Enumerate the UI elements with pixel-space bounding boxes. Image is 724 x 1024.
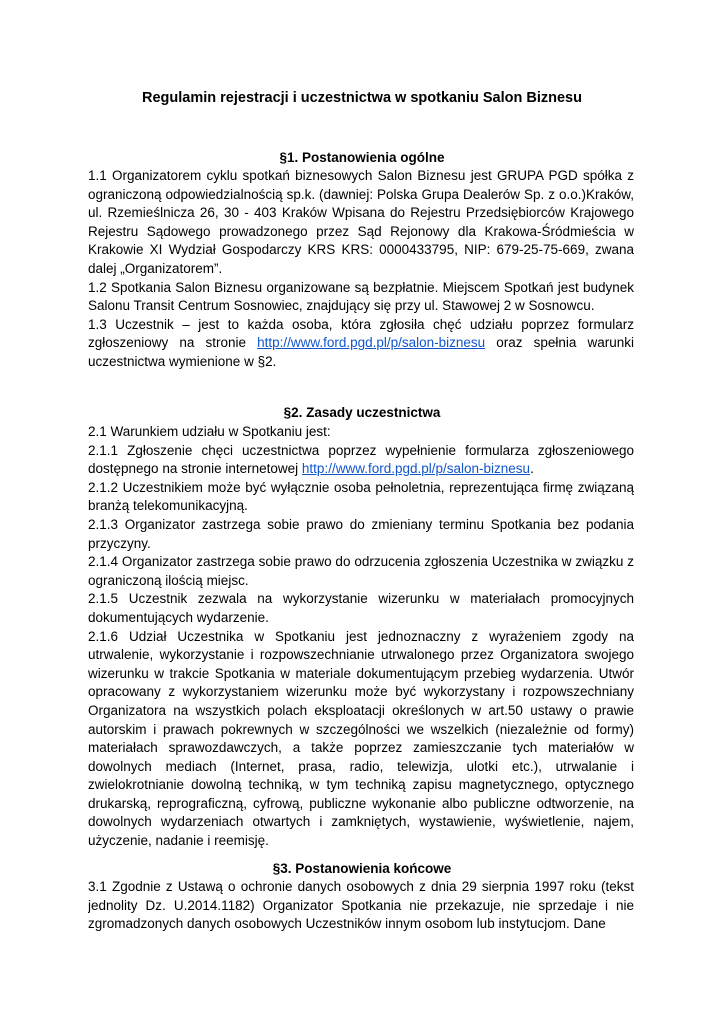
text-line: 3.1 Zgodnie z Ustawą o ochronie danych osobowych z dnia 29 sierpnia 1997 roku (tekst <box>88 879 634 894</box>
text-line <box>88 460 634 479</box>
text-line: 2.1.2 Uczestnikiem może być wyłącznie osoba pełnoletnia, reprezentująca firmę związaną <box>88 479 634 495</box>
text-line: jednolity Dz. U.2014.1182) Organizator Spotkania nie przekazuje, nie sprzedaje i nie <box>88 897 634 913</box>
text-line <box>88 334 634 353</box>
text-line: utrwalenie, wykorzystanie i rozpowszechnianie utrwalonego przez Organizatora swojego <box>88 647 634 663</box>
text-line: Rejestru Sądowego prowadzonego przez Sąd Rejonowy dla Krakowa-Śródmieścia w <box>88 223 634 239</box>
text-line: Krakowie XI Wydział Gospodarczy KRS KRS: 0000433795, NIP: 679-25-75-669, zwana <box>88 242 634 258</box>
text-line: branżą telekomunikacyjną. <box>88 498 248 514</box>
text-line: dowolnych wydarzeniach otwartych i zamkniętych, wystawienie, wyświetlenie, najem, <box>88 814 634 830</box>
text-line: ograniczoną odpowiedzialnością sp.k. (dawniej: Polska Grupa Dealerów Sp. z o.o.)Kraków, <box>88 186 634 202</box>
text-line: wizerunku w trakcie Spotkania w materiale dokumentującym przebieg wydarzenia. Utwór <box>88 665 634 681</box>
text-line: zwielokrotnianie dowolną techniką, w tym techniką zapisu magnetycznego, optycznego <box>88 777 634 793</box>
text-line: 1.2 Spotkania Salon Biznesu organizowane są bezpłatnie. Miejscem Spotkań jest budynek <box>88 279 634 295</box>
document-title: Regulamin rejestracji i uczestnictwa w spotkaniu Salon Biznesu <box>142 90 582 106</box>
text-line: ul. Rzemieślnicza 26, 30 - 403 Kraków Wpisana do Rejestru Przedsiębiorców Krajowego <box>88 205 634 221</box>
section-1-body <box>88 167 634 372</box>
salon-biznesu-link[interactable]: http://www.ford.pgd.pl/p/salon-biznesu <box>257 335 486 351</box>
text-line: 2.1.5 Uczestnik zezwala na wykorzystanie wizerunku w materiałach promocyjnych <box>88 591 634 607</box>
text-line: dowolnych mediach (Internet, prasa, radio, telewizja, ulotki etc.), utrwalanie i <box>88 758 634 774</box>
salon-biznesu-link[interactable]: http://www.ford.pgd.pl/p/salon-biznesu <box>301 461 531 477</box>
text-line: dalej „Organizatorem”. <box>88 260 223 276</box>
text-line: ograniczoną ilością miejsc. <box>88 572 249 588</box>
text-line: przyczyny. <box>88 535 151 551</box>
text-fragment: oraz spełnia warunki <box>496 335 634 351</box>
text-line: 2.1.1 Zgłoszenie chęci uczestnictwa poprzez wypełnienie formularza zgłoszeniowego <box>88 442 634 458</box>
section-2-body <box>88 423 634 851</box>
text-fragment: zgłoszeniowy na stronie <box>88 335 246 351</box>
text-line: materiałach sprawozdawczych, a także poprzez zamieszczanie tych materiałów w <box>88 740 634 756</box>
text-line: 1.1 Organizatorem cyklu spotkań biznesowych Salon Biznesu jest GRUPA PGD spółka z <box>88 168 634 183</box>
section-3-heading: §3. Postanowienia końcowe <box>272 861 452 876</box>
text-line: uczestnictwa wymienione w §2. <box>88 353 277 369</box>
text-line: Organizatora na wszystkich polach eksploatacji określonych w art.50 ustawy o prawie <box>88 702 634 718</box>
section-2-heading: §2. Zasady uczestnictwa <box>283 405 441 420</box>
text-line: 2.1.3 Organizator zastrzega sobie prawo do zmieniany terminu Spotkania bez podania <box>88 516 634 532</box>
text-line: Salonu Transit Centrum Sosnowiec, znajdujący się przy ul. Stawowej 2 w Sosnowcu. <box>88 298 595 314</box>
text-line: użyczenie, nadanie i reemisję. <box>88 833 269 849</box>
text-line: dokumentujących wydarzenie. <box>88 609 269 625</box>
text-line: 2.1.6 Udział Uczestnika w Spotkaniu jest jednoznaczny z wyrażeniem zgody na <box>88 628 634 644</box>
text-fragment: dostępnego na stronie internetowej <box>88 461 299 477</box>
section-1-heading: §1. Postanowienia ogólne <box>279 150 445 165</box>
text-line: opracowany z wykorzystaniem wizerunku może być wykorzystany i rozpowszechniany <box>88 684 634 700</box>
section-3-body <box>88 878 634 934</box>
text-line: autorskim i prawach pokrewnych w szczególności we wszelkich (niezależnie od formy) <box>88 721 634 737</box>
text-line: drukarską, reprograficzną, cyfrową, publiczne wykonanie albo publiczne odtworzenie, na <box>88 795 634 811</box>
text-line: 2.1 Warunkiem udziału w Spotkaniu jest: <box>88 424 331 439</box>
text-fragment: . <box>530 461 534 477</box>
text-line: 1.3 Uczestnik – jest to każda osoba, która zgłosiła chęć udziału poprzez formularz <box>88 316 634 332</box>
text-line: 2.1.4 Organizator zastrzega sobie prawo do odrzucenia zgłoszenia Uczestnika w związku z <box>88 554 634 570</box>
text-line: zgromadzonych danych osobowych Uczestników innym osobom lub instytucjom. Dane <box>88 916 606 932</box>
